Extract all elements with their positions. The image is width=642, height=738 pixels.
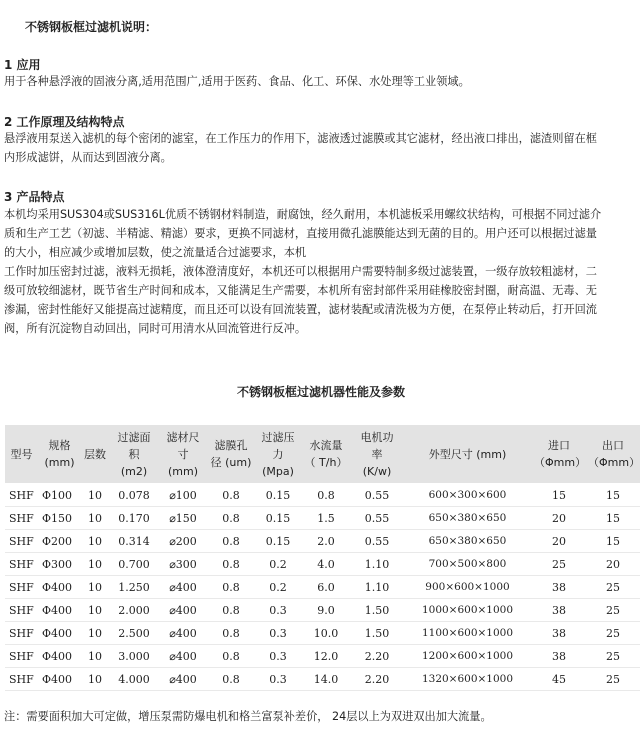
table-cell: 15	[586, 507, 640, 530]
table-cell: 25	[532, 553, 586, 576]
table-cell: 10	[81, 645, 109, 668]
table-cell: 0.15	[255, 507, 301, 530]
table-body	[5, 484, 640, 691]
column-header-text: 规格	[48, 439, 71, 452]
column-header-text: (m2)	[120, 464, 148, 478]
table-cell: SHF	[5, 622, 38, 645]
table-row	[5, 622, 640, 645]
table-cell: 25	[586, 645, 640, 668]
table-cell: 0.2	[255, 576, 301, 599]
table-cell: ⌀400	[159, 645, 207, 668]
table-row	[5, 576, 640, 599]
table-cell: 1100×600×1000	[403, 622, 532, 645]
section-line: 级可放较细滤材，既节省生产时间和成本，又能满足生产需要，本机所有密封部件采用硅橡胶密封圈，耐高温、无毒、无	[4, 284, 597, 297]
column-header-text: 滤材尺	[166, 430, 200, 444]
table-cell: SHF	[5, 576, 38, 599]
table-cell: Φ400	[38, 645, 81, 668]
table-header-row	[5, 425, 640, 484]
table-cell: 20	[586, 553, 640, 576]
table-cell: 2.0	[301, 530, 351, 553]
column-header-text: 型号	[10, 447, 33, 461]
table-cell: 0.314	[109, 530, 159, 553]
table-cell: 1.10	[351, 553, 403, 576]
table-row	[5, 484, 640, 507]
table-cell: ⌀100	[159, 484, 207, 507]
table-cell: Φ400	[38, 599, 81, 622]
table-cell: 0.8	[207, 530, 255, 553]
table-cell: 3.000	[109, 645, 159, 668]
column-header	[586, 425, 640, 484]
column-header	[81, 425, 109, 484]
column-header-text: 外型尺寸 (mm)	[428, 447, 507, 461]
table-cell: Φ100	[38, 484, 81, 507]
table-cell: 10	[81, 668, 109, 691]
table-cell: 10	[81, 622, 109, 645]
table-cell: ⌀400	[159, 668, 207, 691]
table-cell: 38	[532, 622, 586, 645]
table-cell: ⌀400	[159, 622, 207, 645]
table-cell: 0.15	[255, 530, 301, 553]
column-header-text: （Φmm）	[588, 456, 641, 469]
section-heading-application: 1 应用	[4, 58, 41, 72]
column-header-text: 寸 (mm)	[167, 447, 198, 478]
table-cell: SHF	[5, 668, 38, 691]
table-cell: 0.3	[255, 599, 301, 622]
table-cell: 4.000	[109, 668, 159, 691]
table-cell: 0.55	[351, 484, 403, 507]
table-cell: 0.15	[255, 484, 301, 507]
section-heading-principle: 2 工作原理及结构特点	[4, 115, 125, 129]
table-cell: ⌀200	[159, 530, 207, 553]
table-cell: 1.50	[351, 622, 403, 645]
table-cell: 0.700	[109, 553, 159, 576]
table-cell: 14.0	[301, 668, 351, 691]
table-cell: 25	[586, 668, 640, 691]
column-header-text: 电机功	[360, 430, 394, 444]
column-header-text: (mm)	[44, 456, 75, 469]
column-header	[38, 425, 81, 484]
table-cell: SHF	[5, 553, 38, 576]
section-line: 工作时加压密封过滤，液料无损耗，液体澄清度好，本机还可以根据用户需要特制多级过滤装置，一级存放较粗滤材，二	[4, 265, 597, 278]
column-header-text: 进口	[548, 439, 570, 452]
column-header	[351, 425, 403, 484]
table-cell: 0.3	[255, 645, 301, 668]
table-cell: 25	[586, 599, 640, 622]
table-cell: SHF	[5, 599, 38, 622]
table-cell: 0.55	[351, 507, 403, 530]
table-cell: 0.8	[301, 484, 351, 507]
table-cell: 1200×600×1000	[403, 645, 532, 668]
table-cell: 10	[81, 484, 109, 507]
table-cell: Φ400	[38, 622, 81, 645]
table-cell: 600×300×600	[403, 484, 532, 507]
column-header	[301, 425, 351, 484]
table-cell: 1.10	[351, 576, 403, 599]
column-header-text: 层数	[84, 447, 106, 461]
column-header	[109, 425, 159, 484]
table-cell: 0.55	[351, 530, 403, 553]
table-cell: ⌀400	[159, 599, 207, 622]
column-header	[532, 425, 586, 484]
section-line: 阀，所有沉淀物自动回出，同时可用清水从回流管进行反冲。	[4, 322, 307, 335]
table-cell: 0.8	[207, 645, 255, 668]
table-cell: 10	[81, 599, 109, 622]
table-cell: 15	[586, 484, 640, 507]
column-header-text: (K/w)	[362, 464, 392, 478]
table-cell: ⌀400	[159, 576, 207, 599]
table-cell: ⌀150	[159, 507, 207, 530]
column-header	[159, 425, 207, 484]
table-cell: 4.0	[301, 553, 351, 576]
table-cell: 2.20	[351, 645, 403, 668]
table-cell: 2.20	[351, 668, 403, 691]
table-cell: 0.8	[207, 668, 255, 691]
table-cell: 10	[81, 576, 109, 599]
section-line: 本机均采用SUS304或SUS316L优质不锈钢材料制造，耐腐蚀，经久耐用，本机滤板采用螺纹状结构，可根据不同过滤介	[4, 208, 602, 221]
table-cell: 1.250	[109, 576, 159, 599]
table-cell: 0.8	[207, 622, 255, 645]
column-header-text: （ T/h）	[304, 456, 348, 469]
table-row	[5, 507, 640, 530]
table-cell: 12.0	[301, 645, 351, 668]
column-header	[5, 425, 38, 484]
column-header-text: 力	[272, 447, 284, 461]
table-title: 不锈钢板框过滤机器性能及参数	[236, 385, 405, 399]
table-cell: 650×380×650	[403, 507, 532, 530]
section-line: 悬浮液用泵送入滤机的每个密闭的滤室，在工作压力的作用下，滤液透过滤膜或其它滤材，经出液口排出，滤渣则留在框	[4, 132, 597, 145]
section-line: 内形成滤饼，从而达到固液分离。	[4, 151, 172, 164]
column-header-text: 水流量	[309, 439, 343, 452]
table-cell: SHF	[5, 530, 38, 553]
table-cell: 45	[532, 668, 586, 691]
column-header-text: 滤膜孔	[214, 439, 248, 452]
column-header-text: 积	[128, 447, 140, 461]
table-cell: 0.3	[255, 622, 301, 645]
table-note: 注：需要面积加大可定做，增压泵需防爆电机和格兰富泵补差价， 24层以上为双进双出加大流量。	[4, 710, 492, 723]
column-header	[207, 425, 255, 484]
table-cell: SHF	[5, 507, 38, 530]
column-header	[255, 425, 301, 484]
table-cell: 15	[586, 530, 640, 553]
column-header-text: 出口	[602, 439, 624, 452]
table-cell: SHF	[5, 484, 38, 507]
table-cell: Φ200	[38, 530, 81, 553]
table-cell: 0.3	[255, 668, 301, 691]
table-cell: 1.5	[301, 507, 351, 530]
table-cell: 38	[532, 599, 586, 622]
spec-table	[5, 425, 640, 691]
table-row	[5, 553, 640, 576]
section-line: 渗漏，密封性能好又能提高过滤精度，而且还可以设有回流装置，滤材装配或清洗极为方便，在泵停止转动后，打开回流	[4, 303, 597, 316]
table-cell: Φ400	[38, 576, 81, 599]
table-cell: 2.000	[109, 599, 159, 622]
table-cell: 10	[81, 530, 109, 553]
table-cell: 900×600×1000	[403, 576, 532, 599]
column-header-text: 径 (um)	[210, 456, 252, 469]
table-cell: 0.8	[207, 553, 255, 576]
section-line: 用于各种悬浮液的固液分离,适用范围广,适用于医药、食品、化工、环保、水处理等工业领域。	[4, 75, 470, 88]
table-cell: 1.50	[351, 599, 403, 622]
table-cell: 1000×600×1000	[403, 599, 532, 622]
page-title: 不锈钢板框过滤机说明：	[25, 20, 158, 34]
table-cell: SHF	[5, 645, 38, 668]
column-header-text: (Mpa)	[262, 464, 294, 478]
table-cell: Φ150	[38, 507, 81, 530]
column-header-text: （Φmm）	[534, 456, 587, 469]
table-cell: 20	[532, 530, 586, 553]
table-cell: 0.8	[207, 599, 255, 622]
table-cell: ⌀300	[159, 553, 207, 576]
table-row	[5, 645, 640, 668]
section-line: 的大小，相应减少或增加层数，使之流量适合过滤要求，本机	[4, 246, 307, 259]
table-cell: 15	[532, 484, 586, 507]
table-cell: 2.500	[109, 622, 159, 645]
column-header-text: 过滤面	[117, 430, 151, 444]
table-cell: 0.8	[207, 484, 255, 507]
table-row	[5, 530, 640, 553]
table-cell: 0.170	[109, 507, 159, 530]
table-cell: 38	[532, 576, 586, 599]
table-cell: 6.0	[301, 576, 351, 599]
section-line: 质和生产工艺（初滤、半精滤、精滤）要求，更换不同滤材，直接用微孔滤膜能达到无菌的目的。用户还可以根据过滤量	[4, 227, 597, 240]
table-cell: 0.8	[207, 507, 255, 530]
table-cell: Φ300	[38, 553, 81, 576]
table-row	[5, 668, 640, 691]
table-cell: 9.0	[301, 599, 351, 622]
column-header-text: 过滤压	[261, 430, 295, 444]
table-cell: 20	[532, 507, 586, 530]
table-cell: 0.8	[207, 576, 255, 599]
table-cell: 25	[586, 622, 640, 645]
table-cell: 1320×600×1000	[403, 668, 532, 691]
table-cell: Φ400	[38, 668, 81, 691]
table-cell: 0.2	[255, 553, 301, 576]
table-cell: 10	[81, 553, 109, 576]
table-row	[5, 599, 640, 622]
table-cell: 0.078	[109, 484, 159, 507]
table-cell: 650×380×650	[403, 530, 532, 553]
column-header-text: 率	[371, 447, 383, 461]
table-cell: 700×500×800	[403, 553, 532, 576]
table-cell: 10	[81, 507, 109, 530]
table-cell: 25	[586, 576, 640, 599]
section-heading-features: 3 产品特点	[4, 190, 65, 204]
column-header	[403, 425, 532, 484]
table-cell: 38	[532, 645, 586, 668]
table-cell: 10.0	[301, 622, 351, 645]
